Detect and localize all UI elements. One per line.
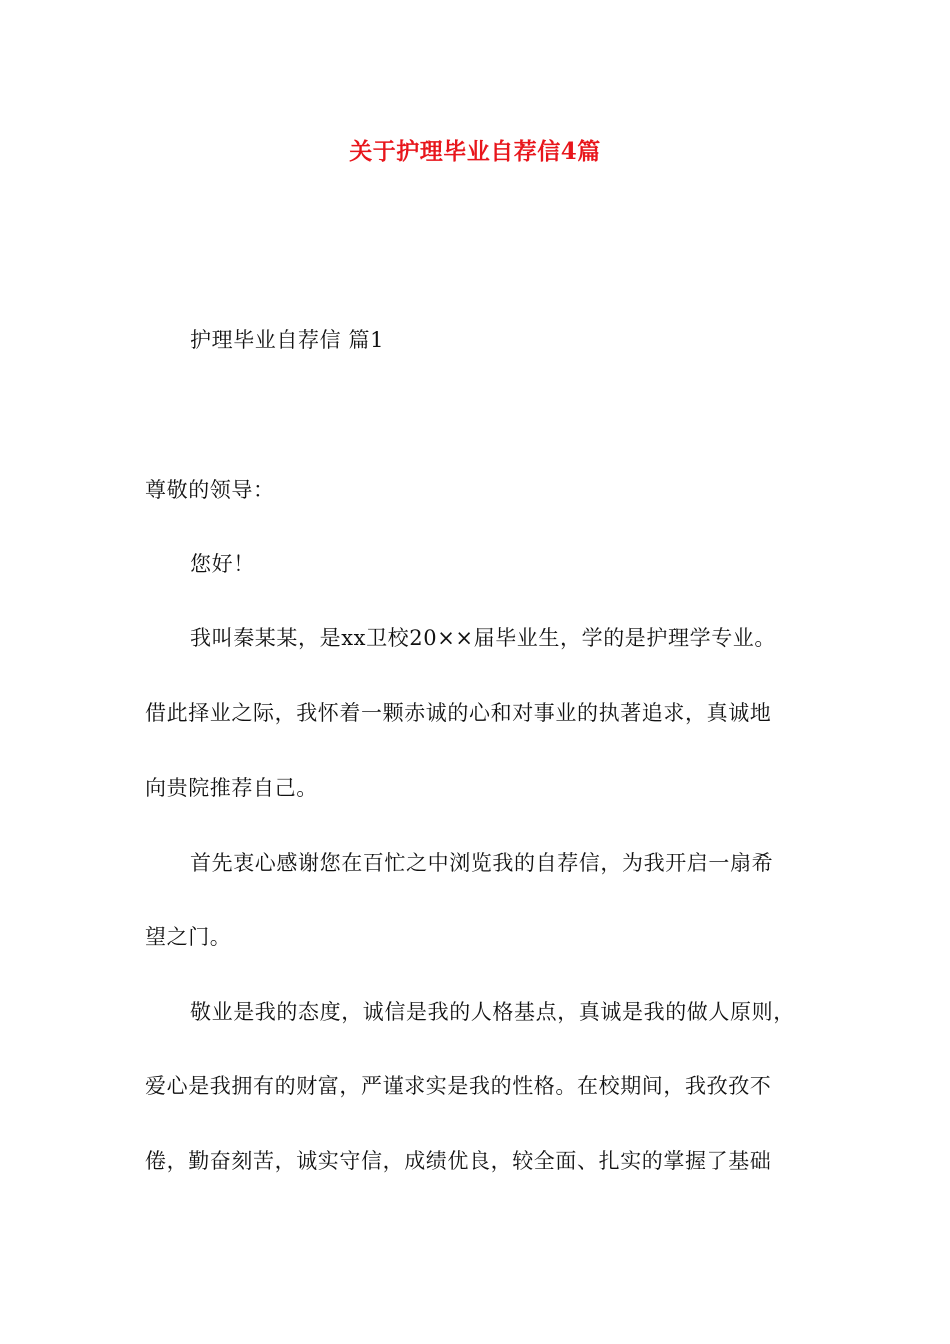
section-heading: 护理毕业自荐信 篇1	[190, 328, 385, 352]
paragraph-line: 首先衷心感谢您在百忙之中浏览我的自荐信，为我开启一扇希	[190, 851, 774, 875]
document-title: 关于护理毕业自荐信4篇	[349, 138, 601, 165]
paragraph-line: 向贵院推荐自己。	[145, 776, 318, 800]
paragraph-line: 敬业是我的态度，诚信是我的人格基点，真诚是我的做人原则，	[190, 1000, 795, 1024]
paragraph-line: 爱心是我拥有的财富，严谨求实是我的性格。在校期间，我孜孜不	[145, 1074, 772, 1098]
greeting: 您好！	[190, 552, 255, 576]
paragraph-line: 我叫秦某某，是xx卫校20××届毕业生，学的是护理学专业。	[190, 626, 776, 650]
salutation: 尊敬的领导：	[145, 478, 275, 502]
paragraph-line: 倦，勤奋刻苦，诚实守信，成绩优良，较全面、扎实的掌握了基础	[145, 1149, 772, 1173]
paragraph-line: 借此择业之际，我怀着一颗赤诚的心和对事业的执著追求，真诚地	[145, 701, 772, 725]
paragraph-line: 望之门。	[145, 925, 232, 949]
